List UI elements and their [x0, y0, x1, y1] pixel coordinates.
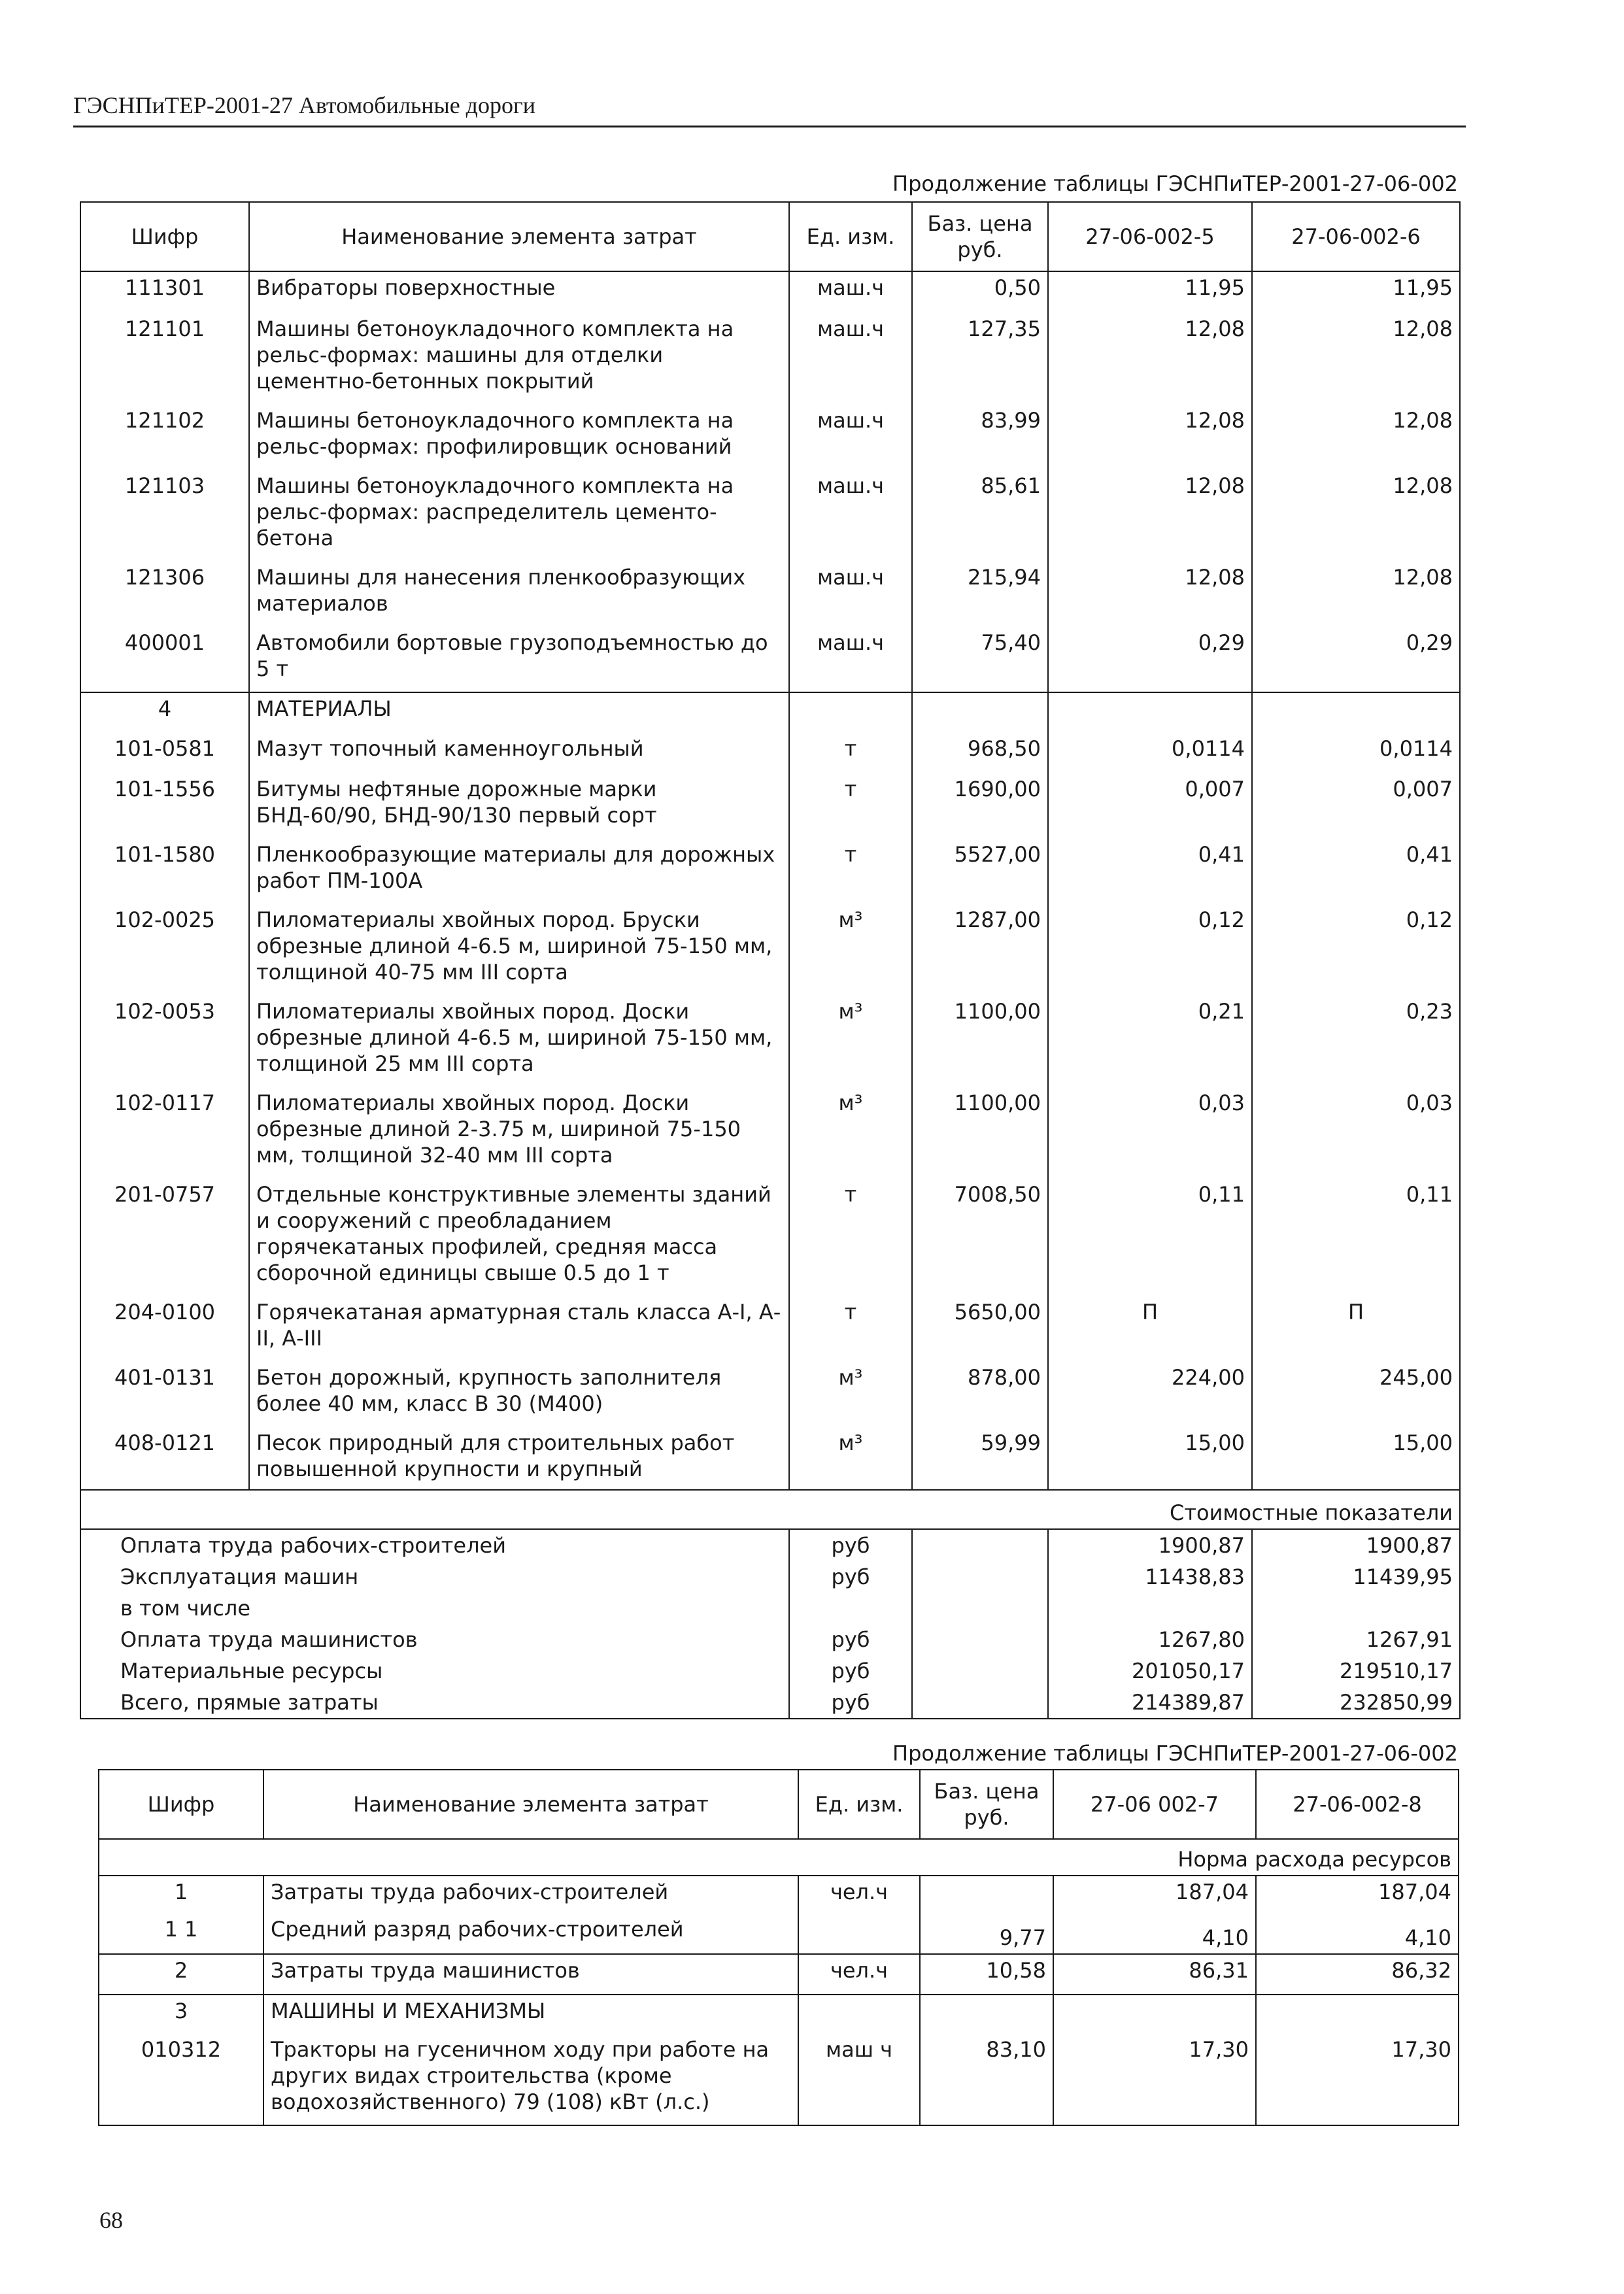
row-code: 204-0100 [80, 1296, 249, 1362]
row-v1: П [1048, 1296, 1252, 1362]
row-name: Затраты труда машинистов [263, 1954, 798, 1995]
row-price: 878,00 [912, 1362, 1048, 1427]
row-v2: 11,95 [1252, 271, 1460, 313]
total-v1: 11438,83 [1048, 1561, 1252, 1593]
table2-header-row [99, 1770, 1459, 1839]
cost-label: Стоимостные показатели [80, 1490, 1460, 1529]
total-v2: 219510,17 [1252, 1655, 1460, 1687]
table-row [80, 470, 1460, 562]
row-unit: маш.ч [789, 470, 912, 562]
row-name: Бетон дорожный, крупность заполнителя более 40 мм, класс В 30 (М400) [249, 1362, 789, 1427]
section-name: МАТЕРИАЛЫ [249, 692, 789, 733]
row-name: Машины бетоноукладочного комплекта на рельс-формах: профилировщик оснований [249, 405, 789, 470]
total-v2 [1252, 1593, 1460, 1624]
row-name: Мазут топочный каменноугольный [249, 733, 789, 773]
table-row [80, 405, 1460, 470]
row-v1: 0,12 [1048, 904, 1252, 996]
row-price: 7008,50 [912, 1179, 1048, 1296]
row-unit: чел.ч [798, 1954, 920, 1995]
row-v2: 0,11 [1252, 1179, 1460, 1296]
row-code: 010312 [99, 2034, 263, 2125]
row-v2: 0,12 [1252, 904, 1460, 996]
table-row [80, 1362, 1460, 1427]
row-price: 1100,00 [912, 1087, 1048, 1179]
total-row [80, 1593, 1460, 1624]
total-name: Эксплуатация машин [80, 1561, 789, 1593]
row-price: 215,94 [912, 562, 1048, 627]
row-unit: маш.ч [789, 627, 912, 692]
table-row [80, 1296, 1460, 1362]
table1 [80, 201, 1461, 1719]
total-v1: 201050,17 [1048, 1655, 1252, 1687]
total-v1 [1048, 1593, 1252, 1624]
row-price: 83,99 [912, 405, 1048, 470]
row-unit: т [789, 733, 912, 773]
col-unit-header: Ед. изм. [798, 1770, 920, 1839]
row-code: 1 [99, 1876, 263, 1914]
table-row [80, 839, 1460, 904]
table-row [99, 1914, 1459, 1954]
row-v2: 12,08 [1252, 405, 1460, 470]
col-v2-header: 27-06-002-6 [1252, 202, 1460, 271]
row-unit [798, 1914, 920, 1954]
table-row [80, 1427, 1460, 1490]
row-v2: 0,0114 [1252, 733, 1460, 773]
row-price: 5650,00 [912, 1296, 1048, 1362]
row-name: Тракторы на гусеничном ходу при работе на других видах строительства (кроме водохозяйственного) 79 (108) кВт (л.с.) [263, 2034, 798, 2125]
section-code: 4 [80, 692, 249, 733]
norm-label: Норма расхода ресурсов [99, 1839, 1459, 1876]
total-v2: 232850,99 [1252, 1687, 1460, 1719]
row-v2: 0,007 [1252, 773, 1460, 839]
row-price [920, 1876, 1053, 1914]
row-name: Отдельные конструктивные элементы зданий и сооружений с преобладанием горячекатаных профилей, средняя масса сборочной единицы свыше 0.5 до 1 т [249, 1179, 789, 1296]
section-row [80, 692, 1460, 733]
row-unit: т [789, 773, 912, 839]
total-unit: руб [789, 1529, 912, 1561]
table-row [99, 1954, 1459, 1995]
table-row [80, 1179, 1460, 1296]
row-unit: м³ [789, 1427, 912, 1490]
norm-label-row [99, 1839, 1459, 1876]
row-v1: 17,30 [1053, 2034, 1256, 2125]
row-v2: 245,00 [1252, 1362, 1460, 1427]
table-row [80, 996, 1460, 1087]
row-v1: 187,04 [1053, 1876, 1256, 1914]
row-unit: м³ [789, 996, 912, 1087]
row-price: 5527,00 [912, 839, 1048, 904]
row-price: 1100,00 [912, 996, 1048, 1087]
total-row [80, 1561, 1460, 1593]
row-v1: 0,007 [1048, 773, 1252, 839]
row-v1: 12,08 [1048, 470, 1252, 562]
table-row [80, 627, 1460, 692]
row-v1: 0,29 [1048, 627, 1252, 692]
row-v1: 86,31 [1053, 1954, 1256, 1995]
row-price: 9,77 [920, 1914, 1053, 1954]
total-name: Материальные ресурсы [80, 1655, 789, 1687]
row-name: Пиломатериалы хвойных пород. Доски обрезные длиной 4-6.5 м, шириной 75-150 мм, толщиной 25 мм III сорта [249, 996, 789, 1087]
row-v2: 86,32 [1256, 1954, 1459, 1995]
total-v1: 1900,87 [1048, 1529, 1252, 1561]
table-row [80, 733, 1460, 773]
table2-caption: Продолжение таблицы ГЭСНПиТЕР-2001-27-06-002 [892, 1741, 1458, 1766]
row-name: Битумы нефтяные дорожные марки БНД-60/90, БНД-90/130 первый сорт [249, 773, 789, 839]
row-v2: 15,00 [1252, 1427, 1460, 1490]
col-price-header: Баз. цена руб. [912, 202, 1048, 271]
row-code: 401-0131 [80, 1362, 249, 1427]
row-price: 127,35 [912, 313, 1048, 405]
col-v1-header: 27-06-002-5 [1048, 202, 1252, 271]
total-row [80, 1655, 1460, 1687]
table1-header-row [80, 202, 1460, 271]
row-name: Пиломатериалы хвойных пород. Бруски обрезные длиной 4-6.5 м, шириной 75-150 мм, толщиной 40-75 мм III сорта [249, 904, 789, 996]
total-row [80, 1529, 1460, 1561]
table1-caption: Продолжение таблицы ГЭСНПиТЕР-2001-27-06-002 [892, 171, 1458, 196]
row-code: 408-0121 [80, 1427, 249, 1490]
section-row [99, 1995, 1459, 2034]
total-name: Оплата труда машинистов [80, 1624, 789, 1655]
row-name: Машины бетоноукладочного комплекта на рельс-формах: машины для отделки цементно-бетонных покрытий [249, 313, 789, 405]
row-v2: 4,10 [1256, 1914, 1459, 1954]
row-price: 75,40 [912, 627, 1048, 692]
row-name: Пленкообразующие материалы для дорожных работ ПМ-100А [249, 839, 789, 904]
total-unit [789, 1593, 912, 1624]
row-price: 59,99 [912, 1427, 1048, 1490]
row-price: 968,50 [912, 733, 1048, 773]
row-price: 85,61 [912, 470, 1048, 562]
row-v2: 12,08 [1252, 562, 1460, 627]
row-code: 121101 [80, 313, 249, 405]
row-code: 102-0117 [80, 1087, 249, 1179]
row-v1: 12,08 [1048, 405, 1252, 470]
row-code: 121103 [80, 470, 249, 562]
total-unit: руб [789, 1687, 912, 1719]
total-row [80, 1624, 1460, 1655]
row-v2: 187,04 [1256, 1876, 1459, 1914]
total-row [80, 1687, 1460, 1719]
row-code: 101-0581 [80, 733, 249, 773]
col-v1-header: 27-06 002-7 [1053, 1770, 1256, 1839]
table-row [99, 1876, 1459, 1914]
page-number: 68 [99, 2207, 123, 2233]
row-unit: маш.ч [789, 562, 912, 627]
col-v2-header: 27-06-002-8 [1256, 1770, 1459, 1839]
total-v1: 1267,80 [1048, 1624, 1252, 1655]
row-code: 201-0757 [80, 1179, 249, 1296]
row-code: 2 [99, 1954, 263, 1995]
row-v2: 12,08 [1252, 470, 1460, 562]
cost-label-row [80, 1490, 1460, 1529]
section-name: МАШИНЫ И МЕХАНИЗМЫ [263, 1995, 798, 2034]
row-v1: 0,0114 [1048, 733, 1252, 773]
row-v2: 0,29 [1252, 627, 1460, 692]
row-v2: 12,08 [1252, 313, 1460, 405]
row-v1: 4,10 [1053, 1914, 1256, 1954]
total-unit: руб [789, 1561, 912, 1593]
section-code: 3 [99, 1995, 263, 2034]
total-unit: руб [789, 1655, 912, 1687]
row-v2: 0,23 [1252, 996, 1460, 1087]
row-v2: 0,41 [1252, 839, 1460, 904]
row-unit: м³ [789, 904, 912, 996]
row-code: 1 1 [99, 1914, 263, 1954]
row-code: 121102 [80, 405, 249, 470]
total-v2: 11439,95 [1252, 1561, 1460, 1593]
row-v1: 224,00 [1048, 1362, 1252, 1427]
total-unit: руб [789, 1624, 912, 1655]
row-name: Вибраторы поверхностные [249, 271, 789, 313]
row-price: 0,50 [912, 271, 1048, 313]
row-v1: 0,03 [1048, 1087, 1252, 1179]
row-unit: маш ч [798, 2034, 920, 2125]
row-price: 83,10 [920, 2034, 1053, 2125]
table-row [80, 271, 1460, 313]
row-code: 111301 [80, 271, 249, 313]
row-unit: т [789, 839, 912, 904]
table-row [80, 313, 1460, 405]
row-v1: 15,00 [1048, 1427, 1252, 1490]
table-row [80, 1087, 1460, 1179]
col-code-header: Шифр [80, 202, 249, 271]
row-price: 10,58 [920, 1954, 1053, 1995]
col-unit-header: Ед. изм. [789, 202, 912, 271]
total-name: Оплата труда рабочих-строителей [80, 1529, 789, 1561]
table-row [80, 562, 1460, 627]
total-v2: 1900,87 [1252, 1529, 1460, 1561]
row-name: Песок природный для строительных работ повышенной крупности и крупный [249, 1427, 789, 1490]
row-unit: маш.ч [789, 271, 912, 313]
row-price: 1287,00 [912, 904, 1048, 996]
row-v1: 12,08 [1048, 313, 1252, 405]
row-unit: м³ [789, 1362, 912, 1427]
row-v1: 11,95 [1048, 271, 1252, 313]
row-unit: маш.ч [789, 313, 912, 405]
row-code: 121306 [80, 562, 249, 627]
row-v1: 0,11 [1048, 1179, 1252, 1296]
row-name: Пиломатериалы хвойных пород. Доски обрезные длиной 2-3.75 м, шириной 75-150 мм, толщиной 32-40 мм III сорта [249, 1087, 789, 1179]
row-code: 101-1580 [80, 839, 249, 904]
row-name: Горячекатаная арматурная сталь класса А-I, А-II, А-III [249, 1296, 789, 1362]
row-name: Машины бетоноукладочного комплекта на рельс-формах: распределитель цементо-бетона [249, 470, 789, 562]
table2 [98, 1769, 1459, 2126]
row-code: 102-0025 [80, 904, 249, 996]
row-name: Затраты труда рабочих-строителей [263, 1876, 798, 1914]
col-code-header: Шифр [99, 1770, 263, 1839]
total-v1: 214389,87 [1048, 1687, 1252, 1719]
row-code: 400001 [80, 627, 249, 692]
row-v1: 0,41 [1048, 839, 1252, 904]
total-v2: 1267,91 [1252, 1624, 1460, 1655]
row-v1: 12,08 [1048, 562, 1252, 627]
row-unit: т [789, 1179, 912, 1296]
row-v2: 17,30 [1256, 2034, 1459, 2125]
col-name-header: Наименование элемента затрат [249, 202, 789, 271]
col-price-header: Баз. цена руб. [920, 1770, 1053, 1839]
row-v2: 0,03 [1252, 1087, 1460, 1179]
table-row [80, 773, 1460, 839]
row-name: Машины для нанесения пленкообразующих материалов [249, 562, 789, 627]
row-name: Средний разряд рабочих-строителей [263, 1914, 798, 1954]
row-code: 102-0053 [80, 996, 249, 1087]
total-name: в том числе [80, 1593, 789, 1624]
row-v1: 0,21 [1048, 996, 1252, 1087]
row-price: 1690,00 [912, 773, 1048, 839]
row-unit: чел.ч [798, 1876, 920, 1914]
row-v2: П [1252, 1296, 1460, 1362]
row-unit: т [789, 1296, 912, 1362]
total-name: Всего, прямые затраты [80, 1687, 789, 1719]
row-unit: маш.ч [789, 405, 912, 470]
table-row [99, 2034, 1459, 2125]
row-unit: м³ [789, 1087, 912, 1179]
row-name: Автомобили бортовые грузоподъемностью до 5 т [249, 627, 789, 692]
row-code: 101-1556 [80, 773, 249, 839]
col-name-header: Наименование элемента затрат [263, 1770, 798, 1839]
page-header: ГЭСНПиТЕР-2001-27 Автомобильные дороги [73, 92, 1466, 127]
table-row [80, 904, 1460, 996]
